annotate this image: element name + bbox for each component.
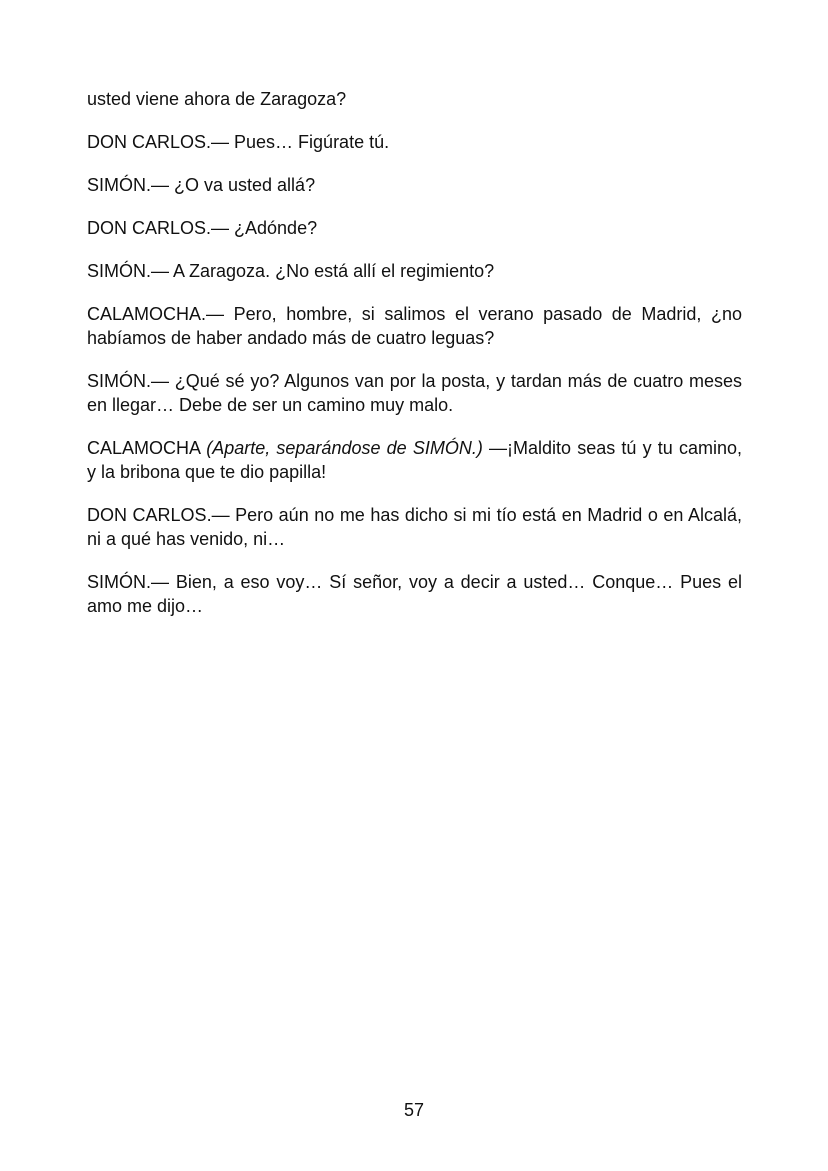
paragraph: [87, 436, 742, 484]
dialogue-text: —¡Maldito seas tú y tu camino, y la bribona que te dio papilla!: [87, 438, 742, 482]
paragraph: DON CARLOS.— Pues… Figúrate tú.: [87, 132, 390, 152]
paragraph: usted viene ahora de Zaragoza?: [87, 89, 347, 109]
paragraph: SIMÓN.— A Zaragoza. ¿No está allí el regimiento?: [87, 261, 495, 281]
paragraph: SIMÓN.— ¿O va usted allá?: [87, 175, 316, 195]
paragraph: SIMÓN.— Bien, a eso voy… Sí señor, voy a decir a usted… Conque… Pues el amo me dijo…: [87, 572, 742, 616]
page-number: 57: [403, 1100, 425, 1120]
paragraph: SIMÓN.— ¿Qué sé yo? Algunos van por la posta, y tardan más de cuatro meses en llegar… Debe de ser un camino muy malo.: [87, 371, 742, 415]
page-body: [87, 87, 742, 637]
stage-direction: (Aparte, separándose de SIMÓN.): [206, 438, 483, 458]
paragraph: CALAMOCHA.— Pero, hombre, si salimos el verano pasado de Madrid, ¿no habíamos de haber andado más de cuatro leguas?: [87, 304, 742, 348]
paragraph: DON CARLOS.— Pero aún no me has dicho si mi tío está en Madrid o en Alcalá, ni a qué has venido, ni…: [87, 505, 742, 549]
speaker-name: CALAMOCHA: [87, 438, 207, 458]
paragraph: DON CARLOS.— ¿Adónde?: [87, 218, 318, 238]
